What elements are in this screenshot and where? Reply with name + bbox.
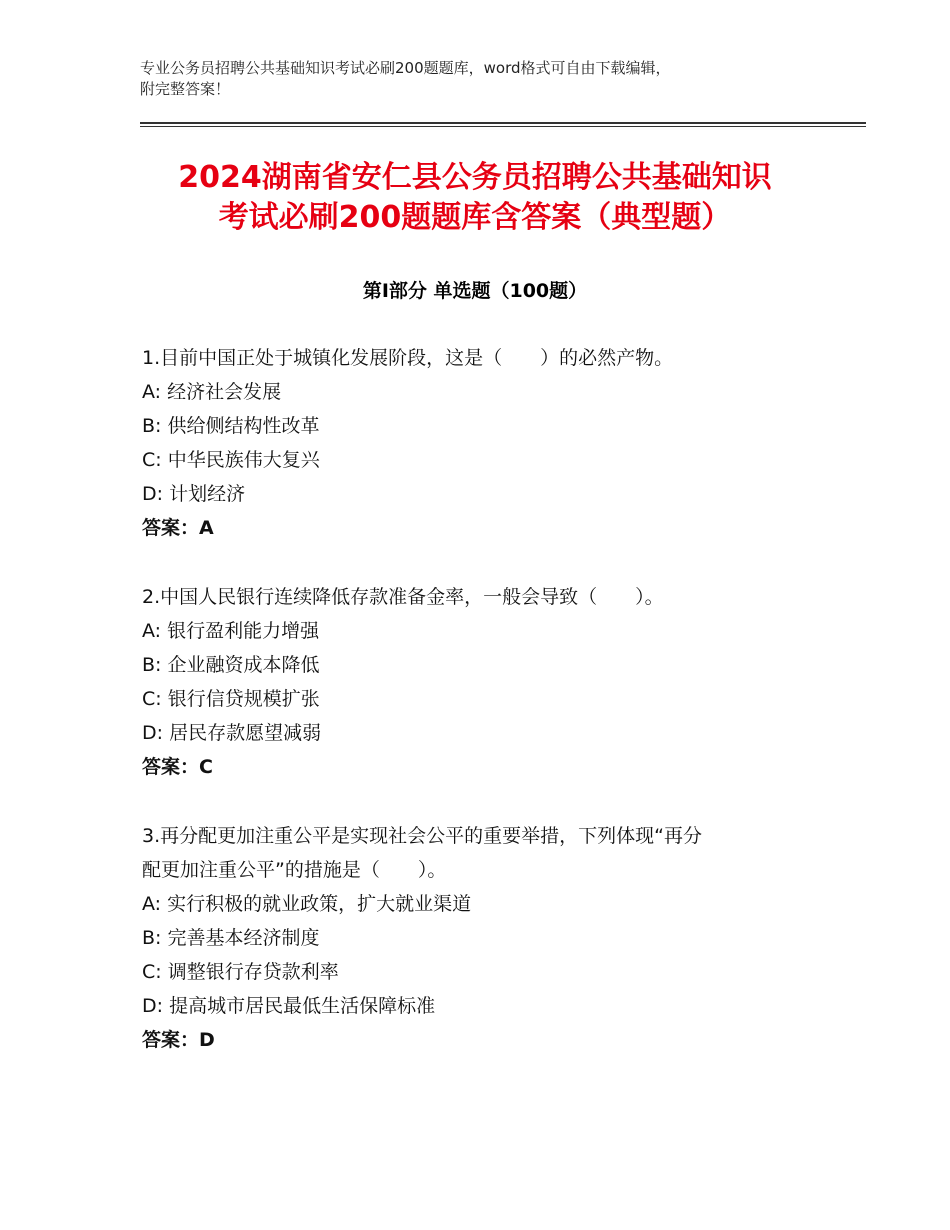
section-title: 第Ⅰ部分 单选题（100题） — [362, 280, 588, 302]
option-b: B: 供给侧结构性改革 — [142, 415, 320, 437]
option-b: B: 完善基本经济制度 — [142, 927, 320, 949]
question-3 — [142, 819, 822, 1057]
option-c: C: 调整银行存贷款利率 — [142, 961, 339, 983]
answer: 答案：D — [142, 1029, 215, 1051]
question-1 — [142, 341, 822, 545]
option-b: B: 企业融资成本降低 — [142, 654, 320, 676]
header-divider — [140, 122, 866, 124]
option-a: A: 银行盈利能力增强 — [142, 620, 320, 642]
answer: 答案：C — [142, 756, 213, 778]
question-stem: 配更加注重公平”的措施是（ ）。 — [142, 859, 447, 881]
document-title-line: 2024湖南省安仁县公务员招聘公共基础知识 — [178, 160, 772, 195]
answer: 答案：A — [142, 517, 214, 539]
header-divider — [140, 126, 866, 127]
header-note — [140, 58, 840, 100]
option-d: D: 居民存款愿望减弱 — [142, 722, 322, 744]
option-d: D: 提高城市居民最低生活保障标准 — [142, 995, 436, 1017]
question-2 — [142, 580, 822, 784]
option-a: A: 实行积极的就业政策，扩大就业渠道 — [142, 893, 472, 915]
document-title-line: 考试必刷200题题库含答案（典型题） — [218, 200, 732, 235]
header-note-line: 专业公务员招聘公共基础知识考试必刷200题题库，word格式可自由下载编辑， — [140, 59, 671, 77]
question-stem: 3.再分配更加注重公平是实现社会公平的重要举措，下列体现“再分 — [142, 825, 702, 847]
option-c: C: 中华民族伟大复兴 — [142, 449, 320, 471]
document-title — [0, 158, 950, 238]
question-stem: 2.中国人民银行连续降低存款准备金率，一般会导致（ ）。 — [142, 586, 664, 608]
question-stem: 1.目前中国正处于城镇化发展阶段，这是（ ）的必然产物。 — [142, 347, 674, 369]
header-note-line: 附完整答案！ — [140, 80, 231, 98]
option-d: D: 计划经济 — [142, 483, 246, 505]
option-a: A: 经济社会发展 — [142, 381, 282, 403]
option-c: C: 银行信贷规模扩张 — [142, 688, 320, 710]
